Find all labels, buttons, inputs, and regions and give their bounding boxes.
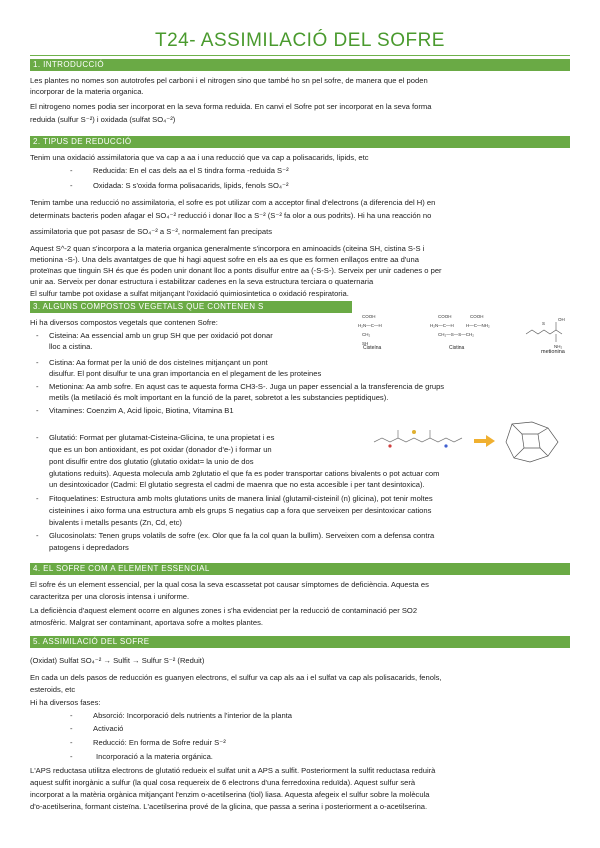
section-header-compostos-vegetals: 3. ALGUNS COMPOSTOS VEGETALS QUE CONTENEN S: [30, 301, 352, 313]
bullet-dash: -: [70, 738, 73, 747]
bullet-item-cont: patogens i depredadors: [49, 543, 129, 552]
oxygen-atom: [388, 444, 391, 447]
bullet-item-cont: pont disulfir entre dos glutatio (glutatio oxidat= la unio de dos: [49, 457, 254, 466]
paragraph-line: esteroids, etc: [30, 685, 76, 694]
section-header-introduccio: 1. INTRODUCCIÓ: [30, 59, 570, 71]
bullet-item-cont: cisteinines i aixo forma una estructura amb els grups S negatius cap a fora que serveixen per desintoxicar cations: [49, 506, 432, 515]
svg-text:H₂N—C—H: H₂N—C—H: [430, 323, 454, 328]
bullet-item-cont: un desintoxicador (Cadmi: El glutatio segresta el cadmi de maenra que no esta accesible i per tant desintoxica).: [49, 480, 425, 489]
svg-text:CH₂—S—S—CH₂: CH₂—S—S—CH₂: [438, 332, 474, 337]
phase-item: Reducció: En forma de Sofre reduir S⁻²: [93, 738, 226, 747]
paragraph-line: El sofre és un element essencial, per la qual cosa la seva escassetat pot causar símptomes de deficiència. Aquesta es: [30, 580, 429, 589]
bullet-dash: -: [36, 406, 39, 415]
svg-text:SH: SH: [362, 341, 369, 346]
molecule-label-methionine: metionina: [541, 349, 565, 355]
bullet-dash: -: [70, 181, 73, 190]
paragraph-line: unir aa. Serveix per donar estructura i estabilitzar cadenes en la seva estructura terciara o quaternaria: [30, 277, 374, 286]
bullet-item-cont: lloc a cistina.: [49, 342, 93, 351]
paragraph-line: d'o-acetilserina, formant cisteïna. L'acetilserina prové de la glicina, que passa a serina i posteriorment a o-acetilserina.: [30, 802, 428, 811]
nitrogen-atom: [444, 444, 447, 447]
bullet-dash: -: [70, 711, 73, 720]
glutathione-diagram: [372, 418, 572, 466]
bullet-item: Cistina: Aa format per la unió de dos cisteïnes mitjançant un pont: [49, 358, 268, 367]
paragraph-line: atmosfèric. Malgrat ser contaminant, aportava sofre a moltes plantes.: [30, 618, 263, 627]
paragraph-line: Hi ha diversos fases:: [30, 698, 101, 707]
paragraph-line: Aquest S^-2 quan s'incorpora a la materia organica generalmente s'incorpora en aminoacids (citeina SH, cistina S-S i: [30, 244, 425, 253]
paragraph-line: El nitrogeno nomes podia ser incorporat en la seva forma reduida. En canvi el Sofre pot ser incorporat en la seva forma: [30, 102, 432, 111]
bullet-dash: -: [36, 494, 39, 503]
bullet-item-cont: disulfur. El pont disulfur te una gran importancia en el plegament de les proteines: [49, 369, 322, 378]
paragraph-line: incorporat a la matèria orgànica mitjançant l'enzim o-acetilserina (tiol) liasa. Aquesta afegeix el sulfur sobre la molècula: [30, 790, 430, 799]
paragraph-line: aquest sulfit inorgànic a sulfur (la qual cosa requereix de 6 electrons d'una ferredoxina reduïda). Aquest sulfur serà: [30, 778, 416, 787]
molecule-label-cystine: Cistina: [449, 345, 465, 351]
bullet-dash: -: [36, 382, 39, 391]
paragraph-line: incorporar de la materia organica.: [30, 87, 144, 96]
bullet-item: Glucosinolats: Tenen grups volatils de sofre (ex. Olor que fa la col quan la bullim). Serveixen com a defensa contra: [49, 531, 435, 540]
section-header-element-essencial: 4. EL SOFRE COM A ELEMENT ESSENCIAL: [30, 563, 570, 575]
bullet-dash: -: [36, 531, 39, 540]
sulfur-atom-label: S: [542, 321, 546, 326]
cysteine-structure: [358, 314, 382, 346]
amino-label: NH₂: [554, 344, 563, 349]
bullet-item-cont: glutations reduits). Aquesta molecula amb 2glutatio el que fa es poder transportar cations bivalents o pot actuar com: [49, 469, 440, 478]
bullet-dash: -: [36, 358, 39, 367]
paragraph-line: Les plantes no nomes son autotrofes pel carboni i el nitrogen sino que també ho sn pel sofre, de manera que el poden: [30, 76, 428, 85]
bullet-item-cont: metils (la metilació és molt important en la funció de la paret, sobretot a les substancies peptidiques).: [49, 393, 389, 402]
paragraph-line: El sulfur tambe pot oxidase a sulfat mitjançant l'oxidació quimiosintetica o oxidació respiratoria.: [30, 289, 349, 298]
svg-text:COOH: COOH: [362, 314, 376, 319]
cystine-structure: [430, 314, 490, 337]
bullet-dash: -: [70, 752, 73, 761]
paragraph-line: Hi ha diversos compostos vegetals que contenen Sofre:: [30, 318, 218, 327]
bullet-item-cont: que es un bon antioxidant, es pot oxidar (donador d'e-) i formar un: [49, 445, 272, 454]
carboxyl-label: OH: [558, 317, 565, 322]
bullet-item: Cisteina: Aa essencial amb un grup SH que per oxidació pot donar: [49, 331, 273, 340]
bullet-item: Oxidada: S s'oxida forma polisacarids, lipids, fenols SO₄⁻²: [93, 181, 289, 190]
paragraph-line: proteïnas que tinguin SH és que és poden unir donant lloc a ponts disulfur entre aa (-S-S-). Serveix per unir cadenes o per: [30, 266, 442, 275]
phase-item: Absorció: Incorporació dels nutrients a l'interior de la planta: [93, 711, 292, 720]
bullet-dash: -: [70, 724, 73, 733]
paragraph-line: metionina -S-). Una dels avantatges de que hi hagi aquest sofre en els aa es que es formen enllaços entre aa d'una: [30, 255, 419, 264]
document-title: T24- ASSIMILACIÓ DEL SOFRE: [155, 30, 445, 51]
paragraph-line: L'APS reductasa utilitza electrons de glutatió redueix el sulfat unit a APS a sulfit. Posteriorment la sulfit reductasa reduirà: [30, 766, 436, 775]
bullet-item: Vitamines: Coenzim A, Acid lipoic, Biotina, Vitamina B1: [49, 406, 234, 415]
bullet-item: Fitoquelatines: Estructura amb molts glutations units de manera linial (glutamil-cisteinil (n) glicina), pot tenir moltes: [49, 494, 433, 503]
bullet-dash: -: [70, 166, 73, 175]
bullet-item: Reducida: En el cas dels aa el S tindra forma -reduida S⁻²: [93, 166, 289, 175]
svg-text:CH₂: CH₂: [362, 332, 371, 337]
paragraph-line: determinats bacteris poden afagar el SO₄⁻² reducció i donar lloc a S⁻² (S⁻² fa olor a ous podrits). Hi ha una reacción no: [30, 211, 432, 220]
molecule-label-cysteine: Cisteína: [363, 345, 382, 351]
paragraph-line: reduida (sulfur S⁻²) i oxidada (sulfat SO₄⁻²): [30, 115, 176, 124]
paragraph-line: La deficiència d'aquest element ocorre en algunes zones i s'ha evidenciat per la reducció de contaminació per SO2: [30, 606, 418, 615]
bullet-dash: -: [36, 331, 39, 340]
reduced-glutathione-structure: [374, 430, 462, 442]
reaction-arrow: [474, 435, 495, 447]
paragraph-line: Tenim tambe una reducció no assimilatoria, el sofre es pot utilizar com a acceptor final d'electrons (a diferencia del H) en: [30, 198, 436, 207]
svg-text:COOH: COOH: [438, 314, 452, 319]
section-header-tipus-reduccio: 2. TIPUS DE REDUCCIÓ: [30, 136, 570, 148]
oxidized-glutathione-structure: [506, 422, 558, 462]
bullet-item: Metionina: Aa amb sofre. En aqust cas te aquesta forma CH3-S-. Juga un paper essencial a la transferencia de grups: [49, 382, 445, 391]
svg-text:H—C—NH₂: H—C—NH₂: [466, 323, 490, 328]
phase-item: Activació: [93, 724, 124, 733]
svg-text:COOH: COOH: [470, 314, 484, 319]
bullet-dash: -: [36, 433, 39, 442]
paragraph-line: Tenim una oxidació assimilatoria que va cap a aa i una reducció que va cap a polisacarids, lipids, etc: [30, 153, 369, 162]
paragraph-line: En cada un dels pasos de reducción es guanyen electrons, el sulfur va cap als aa i el sulfat va cap als polisacarids, fenols,: [30, 673, 442, 682]
title-rule: [30, 55, 570, 56]
phase-item: Incorporació a la materia orgánica.: [96, 752, 213, 761]
svg-text:H₂N—C—H: H₂N—C—H: [358, 323, 382, 328]
sulfur-atom: [412, 430, 416, 434]
section-header-assimilacio: 5. ASSIMILACIÓ DEL SOFRE: [30, 636, 570, 648]
paragraph-line: caracteritza per una clorosis intensa i uniforme.: [30, 592, 190, 601]
bullet-item-cont: bivalents i metalls pesants (Zn, Cd, etc): [49, 518, 182, 527]
bullet-item: Glutatió: Format per glutamat-Cisteina-Glicina, te una propietat i es: [49, 433, 275, 442]
reaction-equation: (Oxidat) Sulfat SO₄⁻² → Sulfit → Sulfur S⁻² (Reduit): [30, 656, 205, 665]
paragraph-line: assimilatoria que pot pasasr de SO₄⁻² a S⁻², normalement fan precipats: [30, 227, 272, 236]
